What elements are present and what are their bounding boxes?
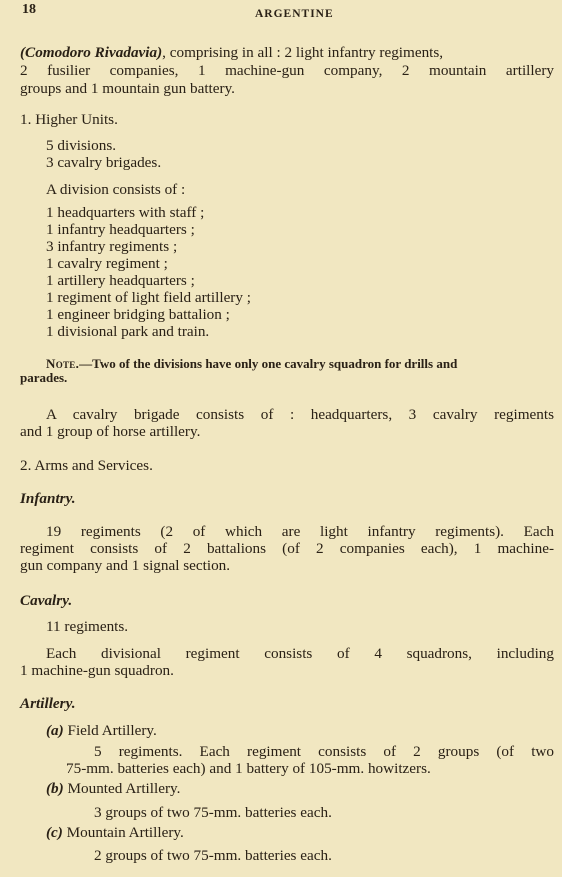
list-item: 3 cavalry brigades. bbox=[46, 154, 162, 171]
artillery-b-line-1: 3 groups of two 75-mm. batteries each. bbox=[94, 804, 332, 821]
note-text: —Two of the divisions have only one cavalry squadron for drills and bbox=[79, 356, 458, 371]
cavalry-line-2: Each divisional regiment consists of 4 squadrons, including bbox=[46, 645, 554, 662]
artillery-b-title: Mounted Artillery. bbox=[67, 780, 181, 797]
artillery-a-label: (a) bbox=[46, 722, 64, 739]
division-intro: A division consists of : bbox=[46, 181, 186, 198]
infantry-line-3: gun company and 1 signal section. bbox=[20, 557, 231, 574]
infantry-line-2: regiment consists of 2 battalions (of 2 companies each), 1 machine- bbox=[20, 540, 554, 557]
brigade-line-1: A cavalry brigade consists of : headquarters, 3 cavalry regiments bbox=[46, 406, 554, 423]
note-label: Note. bbox=[46, 356, 80, 371]
division-item: 3 infantry regiments ; bbox=[46, 238, 178, 255]
infantry-line-1: 19 regiments (2 of which are light infantry regiments). Each bbox=[46, 523, 554, 540]
list-item: 5 divisions. bbox=[46, 137, 117, 154]
intro-line-3: groups and 1 mountain gun battery. bbox=[20, 80, 235, 97]
artillery-c-line-1: 2 groups of two 75-mm. batteries each. bbox=[94, 847, 332, 864]
division-item: 1 artillery headquarters ; bbox=[46, 272, 195, 289]
intro-line-1 bbox=[20, 44, 554, 61]
cavalry-line-1: 11 regiments. bbox=[46, 618, 129, 635]
artillery-c-title: Mountain Artillery. bbox=[66, 824, 184, 841]
section-heading-arms: 2. Arms and Services. bbox=[20, 457, 153, 474]
artillery-c-label: (c) bbox=[46, 824, 63, 841]
artillery-c-heading bbox=[46, 824, 184, 841]
division-item: 1 cavalry regiment ; bbox=[46, 255, 168, 272]
artillery-a-line-1: 5 regiments. Each regiment consists of 2 groups (of two bbox=[94, 743, 554, 760]
note-line-2: parades. bbox=[20, 370, 68, 385]
division-item: 1 regiment of light field artillery ; bbox=[46, 289, 251, 306]
intro-line-1-rest: , comprising in all : 2 light infantry regiments, bbox=[162, 44, 444, 61]
artillery-a-line-2: 75-mm. batteries each) and 1 battery of 105-mm. howitzers. bbox=[66, 760, 431, 777]
division-item: 1 headquarters with staff ; bbox=[46, 204, 205, 221]
intro-line-2: 2 fusilier companies, 1 machine-gun company, 2 mountain artillery bbox=[20, 62, 554, 79]
intro-italic-place: (Comodoro Rivadavia) bbox=[20, 44, 163, 61]
subsection-cavalry: Cavalry. bbox=[20, 592, 73, 609]
page-number: 18 bbox=[22, 2, 36, 17]
division-item: 1 infantry headquarters ; bbox=[46, 221, 195, 238]
brigade-line-2: and 1 group of horse artillery. bbox=[20, 423, 201, 440]
running-title: ARGENTINE bbox=[255, 8, 334, 20]
division-item: 1 divisional park and train. bbox=[46, 323, 210, 340]
subsection-artillery: Artillery. bbox=[20, 695, 76, 712]
note-line-1 bbox=[46, 356, 554, 371]
section-heading-higher-units: 1. Higher Units. bbox=[20, 111, 118, 128]
artillery-a-heading bbox=[46, 722, 157, 739]
artillery-b-heading bbox=[46, 780, 180, 797]
subsection-infantry: Infantry. bbox=[20, 490, 76, 507]
artillery-a-title: Field Artillery. bbox=[67, 722, 157, 739]
cavalry-line-3: 1 machine-gun squadron. bbox=[20, 662, 174, 679]
division-item: 1 engineer bridging battalion ; bbox=[46, 306, 230, 323]
artillery-b-label: (b) bbox=[46, 780, 64, 797]
